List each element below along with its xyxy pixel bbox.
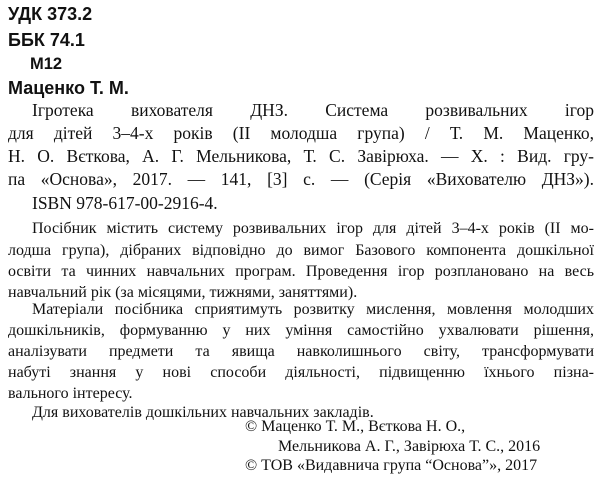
audience-note: Для вихователів дошкільних навчальних закладів. [32,404,374,421]
description-line: па «Основа», 2017. — 141, [3] с. — (Серія «Вихователю ДНЗ»). [8,169,594,189]
bbk-code: ББК 74.1 [8,30,85,50]
description-line: Н. О. Вєткова, А. Г. Мельникова, Т. С. Завірюха. — Х. : Вид. гру- [8,146,594,166]
description-line: Ігротека вихователя ДНЗ. Система розвивальних ігор [32,100,594,120]
description-line: для дітей 3–4-х років (ІІ молодша група) / Т. М. Маценко, [8,123,594,143]
annotation-line: дошкільників, формуванню у них уміння самостійно ухвалювати рішення, [8,322,594,339]
copyright-line: © ТОВ «Видавнича група “Основа”», 2017 [245,457,538,474]
annotation-line: вального інтересу. [8,385,133,402]
annotation-line: Посібник містить систему розвивальних ігор для дітей 3–4-х років (ІІ мо- [32,220,594,237]
isbn: ISBN 978-617-00-2916-4. [32,193,218,213]
author-heading: Маценко Т. М. [8,78,129,98]
annotation-line: набуті знання у нові способи діяльності, підвищенню їхнього пізна- [8,364,594,381]
copyright-line: © Маценко Т. М., Вєткова Н. О., [245,418,466,435]
annotation-line: освіти та чинних навчальних програм. Проведення ігор розплановано на весь [8,263,594,280]
annotation-line: лодша група), дібраних відповідно до вимог Базового компонента дошкільної [8,242,594,259]
author-sign: М12 [30,55,63,73]
annotation-line: Матеріали посібника сприятимуть розвитку мислення, мовлення молодших [32,301,594,318]
annotation-line: аналізувати предмети та явища навколишнього світу, трансформувати [8,343,594,360]
udk-code: УДК 373.2 [8,4,93,24]
annotation-line: навчальний рік (за місяцями, тижнями, заняттями). [8,284,358,301]
copyright-line: Мельникова А. Г., Завірюха Т. С., 2016 [278,438,541,455]
